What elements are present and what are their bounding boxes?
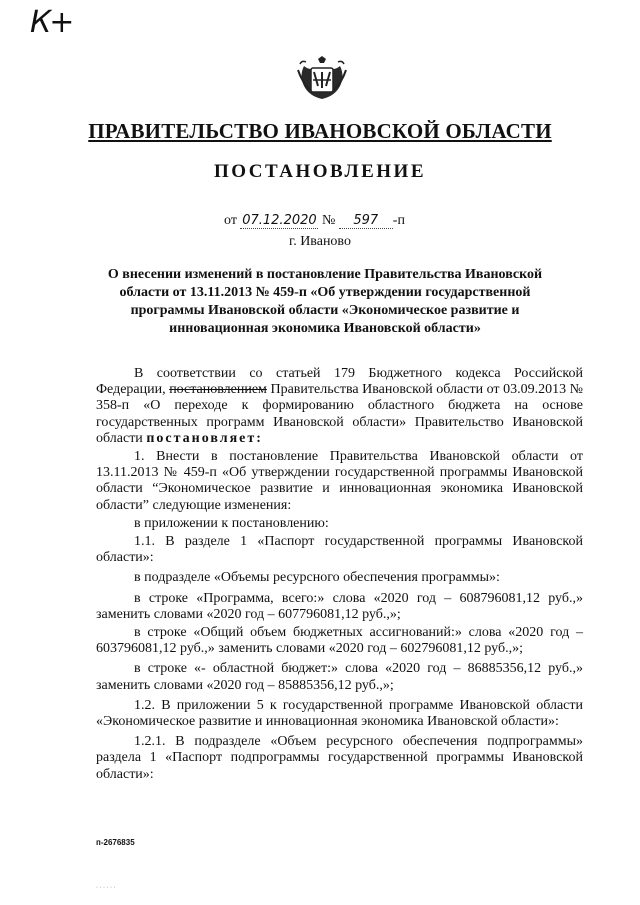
coat-of-arms-emblem	[296, 56, 348, 100]
paragraph-preamble: В соответствии со статьей 179 Бюджетного кодекса Российской Федерации, постановлением Правительства Ивановской области от 03.09.2013 № 358-п «О переходе к формированию областного бюджета на основе государственных программ Ивановской области» Правительство Ивановской области постановляет:	[96, 366, 584, 446]
handwritten-corner-mark: К+	[30, 5, 73, 40]
paragraph-item-1-1: 1.1. В разделе 1 «Паспорт государственной программы Ивановской области»:	[96, 534, 583, 566]
date-number-line	[224, 213, 405, 229]
paragraph-item-1: 1. Внести в постановление Правительства Ивановской области от 13.11.2013 № 459-п «Об утверждении государственной программы Ивановской области “Экономическое развитие и инновационная экономика Ивановской области” следующие изменения:	[96, 449, 583, 513]
date-field: 07.12.2020	[242, 213, 317, 228]
paragraph-row-program: в строке «Программа, всего:» слова «2020 год – 608796081,12 руб.,» заменить словами «2020 год – 607796081,12 руб.,»;	[96, 590, 583, 622]
document-subject: О внесении изменений в постановление Правительства Ивановской области от 13.11.2013 № 459-п «Об утверждении государственной программы Ивановской области «Экономическое развитие и инновационная экономика Ивановской области»	[107, 267, 543, 336]
paragraph-subsection: в подразделе «Объемы ресурсного обеспечения программы»:	[134, 570, 500, 586]
city-line: г. Иваново	[289, 234, 351, 249]
document-body	[96, 366, 583, 783]
document-type-title: ПОСТАНОВЛЕНИЕ	[213, 161, 427, 182]
number-field: 597	[339, 214, 393, 229]
paragraph-row-total: в строке «Общий объем бюджетных ассигнований:» слова «2020 год – 603796081,12 руб.,» заменить словами «2020 год – 602796081,12 руб.,»;	[96, 625, 583, 657]
date-prefix: от	[224, 213, 237, 228]
government-title: ПРАВИТЕЛЬСТВО ИВАНОВСКОЙ ОБЛАСТИ	[88, 119, 552, 143]
number-sign: №	[321, 213, 336, 228]
paragraph-item-1-2-1: 1.2.1. В подразделе «Объем ресурсного обеспечения подпрограммы» раздела 1 «Паспорт подпрограммы государственной программы Ивановской области»:	[96, 734, 583, 782]
document-code: п-2676835	[96, 838, 135, 847]
paragraph-annex: в приложении к постановлению:	[134, 515, 329, 531]
number-suffix: -п	[392, 213, 405, 228]
paragraph-row-regional: в строке «- областной бюджет:» слова «2020 год – 86885356,12 руб.,» заменить словами «2020 год – 85885356,12 руб.,»;	[96, 661, 583, 693]
decision-word: постановляет:	[146, 430, 263, 446]
struck-word: постановлением	[169, 382, 267, 398]
bottom-mark: · · · · · ·	[96, 885, 116, 891]
paragraph-item-1-2: 1.2. В приложении 5 к государственной программе Ивановской области «Экономическое развитие и инновационная экономика Ивановской области»:	[96, 697, 583, 730]
